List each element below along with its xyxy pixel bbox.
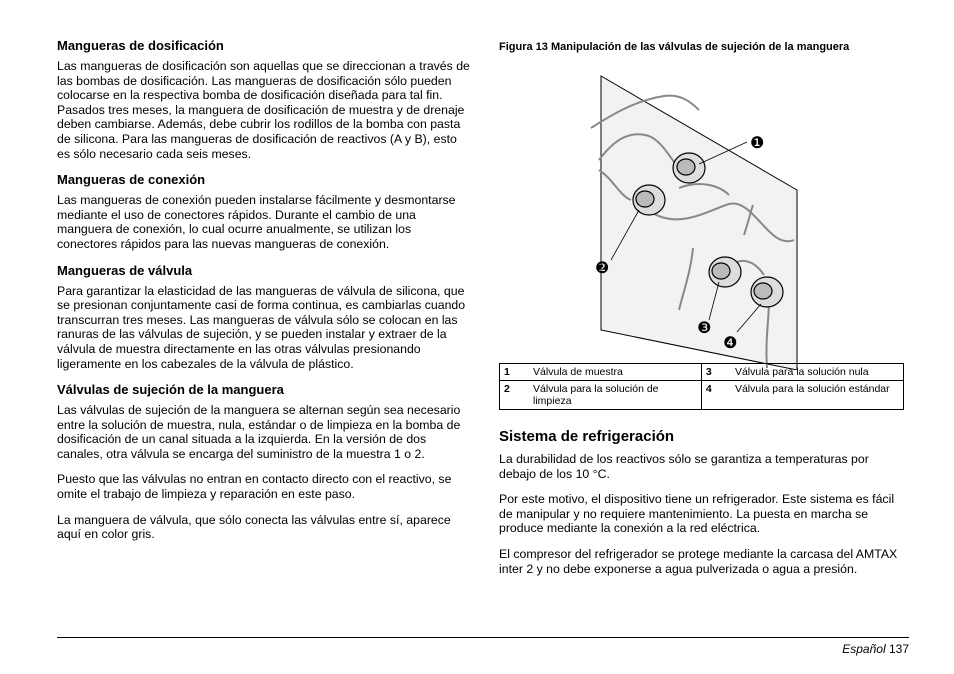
footer-divider	[57, 637, 909, 638]
callout-4: ❹	[723, 333, 738, 352]
legend-number: 3	[701, 364, 731, 381]
page-footer	[842, 642, 909, 656]
paragraph: Las mangueras de dosificación son aquellas que se direccionan a través de las bombas de dosificación. Las mangueras de dosificación sólo pueden colocarse en la respectiva bomba de dosificación diseñada para tal fin. Pasados tres meses, la manguera de dosificación de muestra y de drenaje deben cambiarse. Además, debe cubrir los rodillos de la bomba con pasta de silicona. Para las mangueras de dosificación de reactivos (A y B), esto es sólo necesario cada seis meses.	[57, 59, 470, 161]
paragraph: Las mangueras de conexión pueden instalarse fácilmente y desmontarse mediante el uso de conectores rápidos. Durante el cambio de una manguera de conexión, lo cual ocurre anualmente, se utilizan los conectores rápidos para las nuevas mangueras de conexión.	[57, 193, 456, 251]
valve-4	[751, 277, 783, 307]
valve-2	[633, 185, 665, 215]
right-column	[499, 38, 909, 576]
legend-number: 4	[701, 381, 731, 410]
page-number: 137	[888, 642, 909, 656]
legend-number: 2	[500, 381, 530, 410]
section-title: Sistema de refrigeración	[499, 428, 675, 445]
legend-label: Válvula para la solución estándar	[731, 381, 904, 410]
left-column	[57, 38, 472, 553]
callout-2: ❷	[595, 258, 610, 277]
table-row	[500, 364, 904, 381]
paragraph: La durabilidad de los reactivos sólo se garantiza a temperaturas por debajo de los 10 °C.	[499, 452, 869, 481]
paragraph: Por este motivo, el dispositivo tiene un refrigerador. Este sistema es fácil de manipular y no requiere mantenimiento. La puesta en marcha se produce mediante la conexión a la red eléctrica.	[499, 492, 895, 536]
paragraph: Puesto que las válvulas no entran en contacto directo con el reactivo, se omite el trabajo de limpieza y reparación en este paso.	[57, 472, 452, 502]
paragraph: La manguera de válvula, que sólo conecta las válvulas entre sí, aparece aquí en color gris.	[57, 512, 451, 542]
legend-label: Válvula de muestra	[529, 364, 701, 381]
section-dosing-hoses	[57, 38, 472, 161]
paragraph: El compresor del refrigerador se protege mediante la carcasa del AMTAX inter 2 y no debe exponerse a agua pulverizada o agua a presión.	[499, 546, 898, 576]
paragraph: Para garantizar la elasticidad de las mangueras de válvula de silicona, que se presionan conjuntamente casi de forma continua, es cambiarlas cuando transcurran tres meses. Las mangueras de válvula sólo se colocan en las ranuras de las válvulas de sujeción, y se pueden instalar y extraer de la válvula de muestra directamente en las otras válvulas presionando ligeramente en los cabezales de la válvula de plástico.	[57, 283, 466, 371]
legend-label: Válvula para la solución nula	[731, 364, 904, 381]
section-pinch-valves	[57, 382, 472, 542]
footer-language: Español	[842, 642, 886, 656]
valve-figure	[579, 70, 839, 370]
callout-1: ❶	[750, 133, 765, 152]
valve-3	[709, 257, 741, 287]
legend-label: Válvula para la solución de limpieza	[529, 381, 701, 410]
legend-number: 1	[500, 364, 530, 381]
table-row	[500, 381, 904, 410]
section-connection-hoses	[57, 172, 472, 251]
section-title: Mangueras de conexión	[57, 172, 206, 188]
callout-3: ❸	[697, 318, 712, 337]
section-title: Mangueras de dosificación	[57, 38, 224, 53]
figure-caption: Figura 13 Manipulación de las válvulas de sujeción de la manguera	[499, 41, 850, 53]
section-valve-hoses	[57, 263, 472, 372]
figure-legend-table	[499, 363, 904, 410]
valve-1	[673, 153, 705, 183]
section-title: Válvulas de sujeción de la manguera	[57, 382, 284, 398]
paragraph: Las válvulas de sujeción de la manguera se alternan según sea necesario entre la solución de muestra, nula, estándar o de limpieza en la bomba de dosificación de un canal situada a la izquierda. En la versión de dos canales, otra válvula se encarga del suministro de la muestra 1 o 2.	[57, 403, 461, 461]
section-refrigeration	[499, 428, 909, 587]
section-title: Mangueras de válvula	[57, 262, 193, 278]
